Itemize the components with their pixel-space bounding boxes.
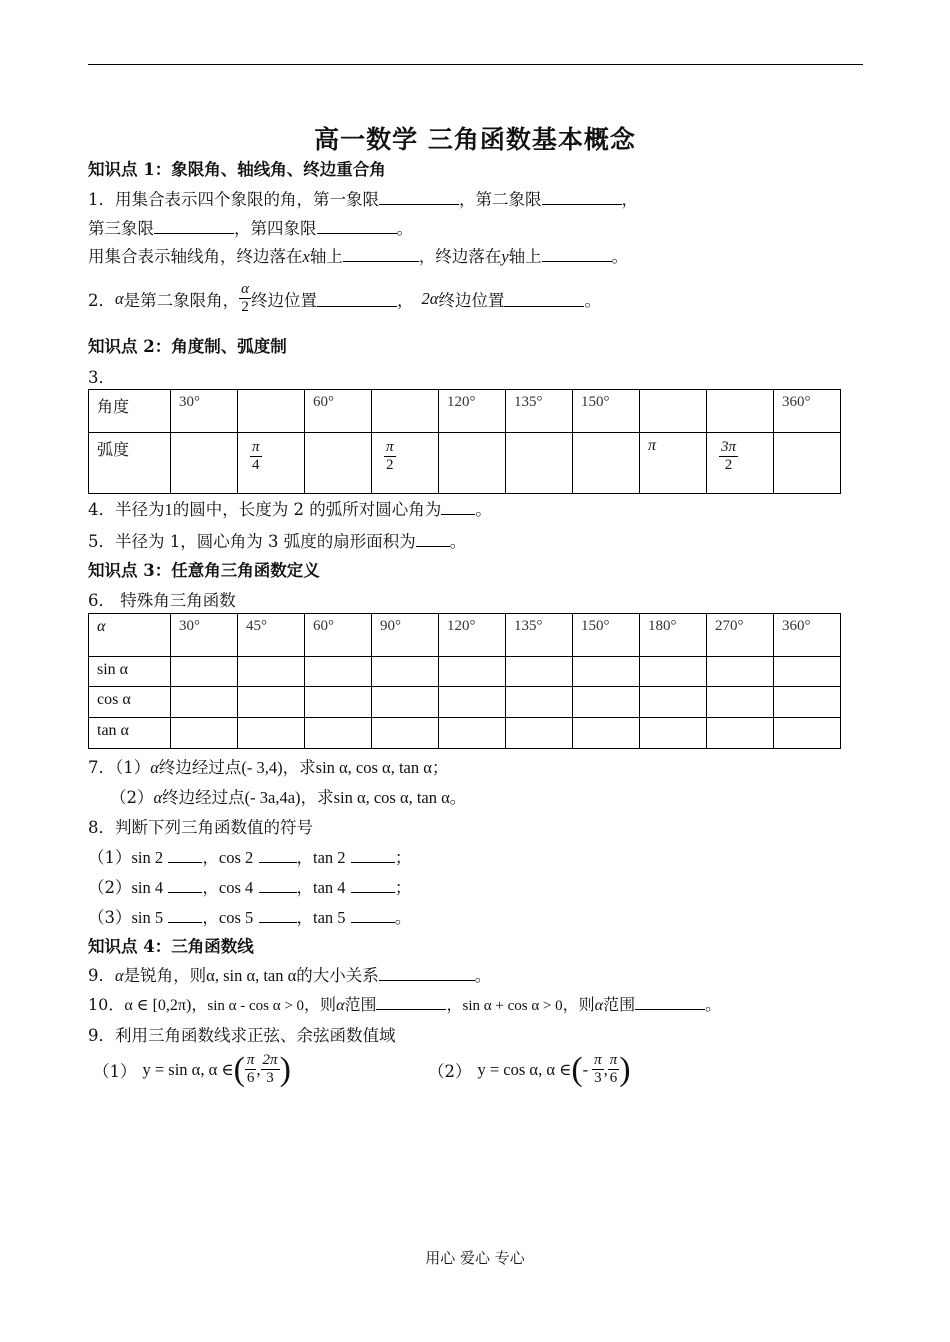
fraction-pi-4: $\frac{\pi}{4}$ [252, 439, 260, 474]
table-cell: 135° [514, 394, 543, 410]
answer-blank[interactable] [416, 531, 450, 547]
heading-k1: 知识点 1：象限角、轴线角、终边重合角 [88, 160, 386, 179]
table-cell [238, 390, 304, 398]
top-rule [88, 64, 863, 65]
fraction-alpha-half: $\frac{\alpha}{2}$ [241, 281, 250, 316]
fraction-3pi-2: $\frac{3\pi}{2}$ [721, 439, 737, 474]
answer-blank[interactable] [351, 877, 395, 893]
answer-blank[interactable] [379, 965, 475, 981]
table-cell: 30° [179, 394, 200, 410]
page-title: 高一数学 三角函数基本概念 [314, 125, 636, 154]
fraction: $\frac{\pi}{6}$ [609, 1052, 618, 1087]
answer-blank[interactable] [259, 907, 297, 923]
q2-line: 2． α 是第二象限角， $\frac{\alpha}{2}$ 终边位置 ， 2α 终边位置 。 [88, 281, 601, 316]
q1-line1: 1．用集合表示四个象限的角，第一象限 ，第二象限 ， [88, 190, 638, 209]
table-cell: 60° [313, 394, 334, 410]
answer-blank[interactable] [351, 847, 395, 863]
q10-line: 10．α ∈ [0,2π)，sin α - cos α > 0，则α范围 ，sin α + cos α > 0，则α范围 。 [88, 995, 722, 1014]
answer-blank[interactable] [635, 994, 705, 1010]
header-cell: 30° [179, 618, 200, 634]
table-cell: 150° [581, 394, 610, 410]
answer-blank[interactable] [379, 189, 459, 205]
table-cell [707, 390, 773, 398]
fraction: $\frac{2\pi}{3}$ [262, 1052, 278, 1087]
header-cell: 120° [447, 618, 476, 634]
answer-blank[interactable] [351, 907, 395, 923]
q8-row: （2）sin 4 ，cos 4 ，tan 4 ； [88, 878, 412, 897]
q11-label: 9．利用三角函数线求正弦、余弦函数值域 [88, 1026, 396, 1045]
row-label-radian: 弧度 [97, 440, 130, 459]
table-cell [372, 390, 438, 398]
right-paren: ) [619, 1050, 631, 1088]
heading-k4: 知识点 4：三角函数线 [88, 937, 254, 956]
right-paren: ) [279, 1050, 291, 1088]
answer-blank[interactable] [168, 877, 202, 893]
heading-k3: 知识点 3：任意角三角函数定义 [88, 561, 320, 580]
heading-k2: 知识点 2：角度制、弧度制 [88, 337, 287, 356]
fraction-pi-2: $\frac{\pi}{2}$ [386, 439, 394, 474]
range-problem-2: （2） y = cos α, α ∈ ( - $\frac{\pi}{3}$ , $\frac{\pi}{6}$ ) [428, 1050, 631, 1088]
q1-line3: 用集合表示轴线角，终边落在x轴上 ，终边落在y轴上 。 [88, 247, 629, 266]
q1-line2: 第三象限 ，第四象限 。 [88, 219, 413, 238]
header-cell: 150° [581, 618, 610, 634]
table-row [89, 390, 841, 433]
header-cell: 135° [514, 618, 543, 634]
header-cell: 270° [715, 618, 744, 634]
header-cell: α [97, 618, 106, 635]
answer-blank[interactable] [259, 877, 297, 893]
answer-blank[interactable] [168, 907, 202, 923]
page-footer: 用心 爱心 专心 [425, 1249, 525, 1267]
q8-row: （1）sin 2 ，cos 2 ，tan 2 ； [88, 848, 412, 867]
answer-blank[interactable] [259, 847, 297, 863]
q8-label: 8．判断下列三角函数值的符号 [88, 818, 313, 837]
table-row [89, 687, 841, 718]
q8-row: （3）sin 5 ，cos 5 ，tan 5 。 [88, 908, 412, 927]
table-cell [640, 390, 706, 398]
answer-blank[interactable] [317, 291, 397, 307]
q7-line1: 7．（1）α终边经过点(- 3,4)，求sin α, cos α, tan α； [88, 758, 449, 777]
degree-radian-table [88, 389, 841, 494]
header-cell: 60° [313, 618, 334, 634]
fraction: $\frac{\pi}{6}$ [246, 1052, 255, 1087]
q5-line: 5．半径为 1，圆心角为 3 弧度的扇形面积为 。 [88, 532, 467, 551]
answer-blank[interactable] [542, 246, 612, 262]
q7-line2: （2）α终边经过点(- 3a,4a)，求sin α, cos α, tan α。 [110, 788, 467, 807]
answer-blank[interactable] [441, 499, 475, 515]
answer-blank[interactable] [504, 291, 584, 307]
q4-line: 4．半径为1的圆中，长度为 2 的弧所对圆心角为 。 [88, 500, 492, 519]
answer-blank[interactable] [154, 218, 234, 234]
table-row [89, 433, 841, 494]
header-cell: 90° [380, 618, 401, 634]
header-cell: 45° [246, 618, 267, 634]
row-label-sin: sin α [97, 661, 129, 678]
answer-blank[interactable] [168, 847, 202, 863]
left-paren: ( [233, 1050, 245, 1088]
answer-blank[interactable] [343, 246, 419, 262]
table-row [89, 657, 841, 687]
answer-blank[interactable] [317, 218, 397, 234]
row-label-tan: tan α [97, 722, 129, 739]
table-row [89, 614, 841, 657]
answer-blank[interactable] [376, 994, 446, 1010]
range-problem-1: （1） y = sin α, α ∈ ( $\frac{\pi}{6}$ , $\frac{2\pi}{3}$ ) [93, 1050, 291, 1088]
header-cell: 360° [782, 618, 811, 634]
fraction: $\frac{\pi}{3}$ [594, 1052, 602, 1087]
row-label-cos: cos α [97, 691, 131, 708]
table-row [89, 718, 841, 749]
row-label-degree: 角度 [97, 397, 130, 416]
table-cell: 360° [782, 394, 811, 410]
q3-label: 3． [88, 368, 115, 387]
q6-label: 6． 特殊角三角函数 [88, 591, 236, 610]
answer-blank[interactable] [542, 189, 622, 205]
q9-line: 9．α是锐角，则α, sin α, tan α的大小关系 。 [88, 966, 492, 985]
header-cell: 180° [648, 618, 677, 634]
pi-value: π [648, 437, 657, 454]
special-angle-table [88, 613, 841, 749]
table-cell: 120° [447, 394, 476, 410]
left-paren: ( [571, 1050, 583, 1088]
